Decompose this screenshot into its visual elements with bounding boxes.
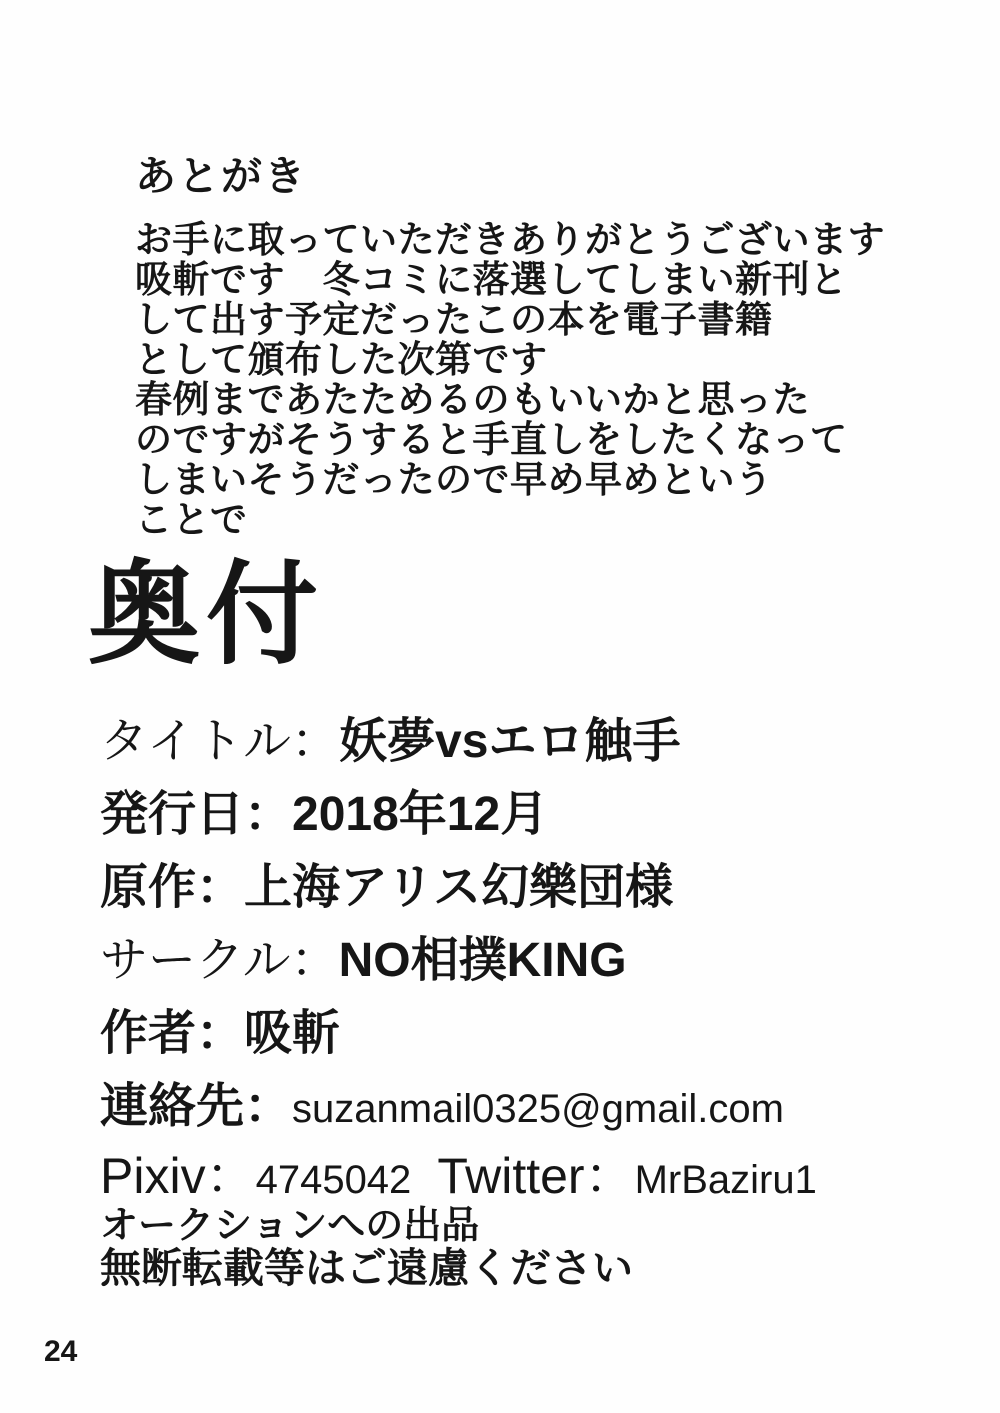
afterword-heading: あとがき: [135, 153, 307, 199]
pixiv-id: 4745042: [255, 1158, 412, 1202]
twitter-id: MrBaziru1: [634, 1158, 817, 1202]
afterword-line: しまいそうだったので早め早めという: [135, 460, 773, 501]
contact-entry: [100, 1070, 784, 1143]
entry-value: 上海アリス幻樂団様: [244, 861, 674, 914]
circle-entry: [100, 924, 784, 997]
afterword-line: 春例まであたためるのもいいかと思った: [135, 380, 810, 421]
author-entry: [100, 997, 784, 1070]
twitter-label: Twitter：: [437, 1148, 635, 1204]
original-work-entry: [100, 851, 784, 924]
entry-label: タイトル：: [100, 715, 340, 768]
entry-label: 原作：: [100, 861, 245, 914]
entry-label: 連絡先：: [100, 1080, 293, 1133]
colophon-heading: 奥付: [88, 552, 324, 677]
pixiv-label: Pixiv：: [100, 1148, 256, 1204]
afterword-line: として頒布した次第です: [135, 340, 548, 381]
afterword-line: お手に取っていただきありがとうございます: [135, 220, 885, 261]
entry-label: 発行日：: [100, 788, 293, 841]
page-number: 24: [44, 1335, 78, 1368]
contact-email: suzanmail0325@gmail.com: [292, 1087, 784, 1131]
auction-notice-line: オークションへの出品: [100, 1205, 480, 1247]
title-entry: [100, 705, 784, 778]
entry-value: 吸斬: [244, 1007, 341, 1060]
entry-value: 妖夢vsエロ触手: [339, 715, 681, 768]
no-reproduction-notice-line: 無断転載等はご遠慮ください: [100, 1245, 633, 1291]
entry-label: 作者：: [100, 1007, 245, 1060]
entry-value: 2018年12月: [292, 788, 549, 841]
entry-label: サークル：: [100, 934, 339, 987]
afterword-line: ことで: [135, 500, 248, 541]
entry-value: NO相撲KING: [338, 934, 627, 987]
afterword-line: 吸斬です 冬コミに落選してしまい新刊と: [135, 260, 848, 301]
publish-date-entry: [100, 778, 784, 851]
afterword-paragraph: [135, 221, 955, 541]
sns-line: [100, 1141, 817, 1211]
afterword-line: して出す予定だったこの本を電子書籍: [135, 300, 773, 341]
colophon-entries: [100, 705, 784, 1143]
afterword-line: のですがそうすると手直しをしたくなって: [135, 420, 848, 461]
reproduction-notice: [100, 1206, 633, 1290]
